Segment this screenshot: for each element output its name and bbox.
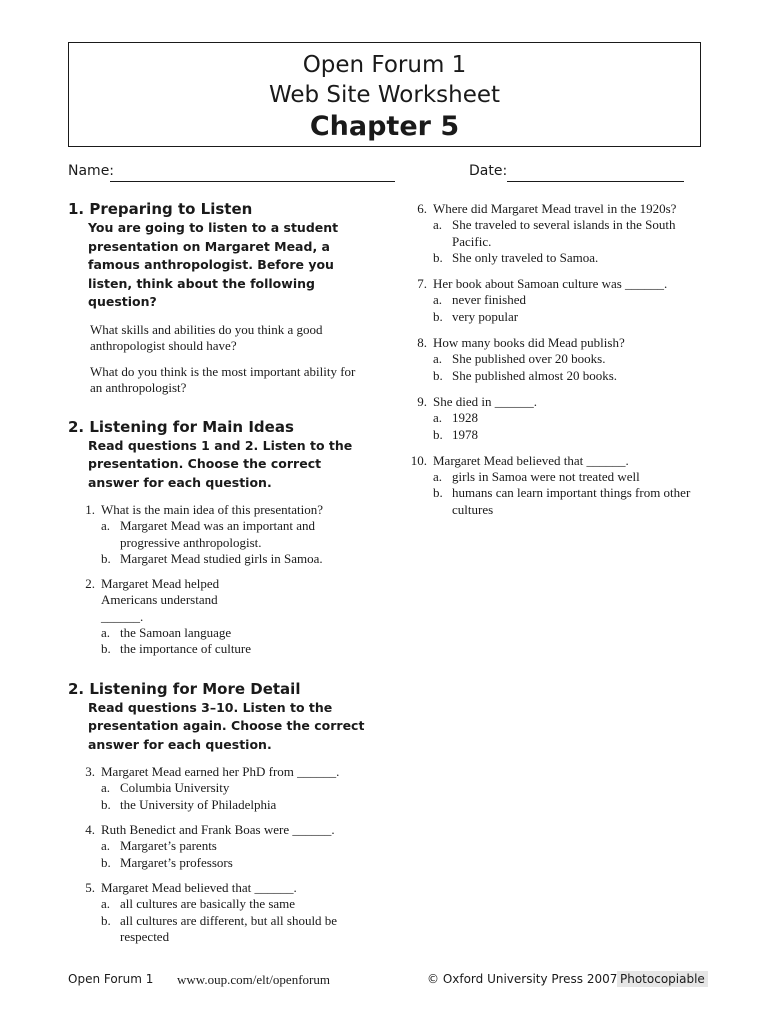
option-text: She only traveled to Samoa. xyxy=(452,249,599,265)
option-letter: a. xyxy=(433,469,443,485)
section-more-detail xyxy=(68,679,368,945)
question-stem: Her book about Samoan culture was ______. xyxy=(433,276,668,292)
option-text: She traveled to several islands in the South Pacific. xyxy=(452,217,676,249)
option-letter: b. xyxy=(101,550,111,566)
footer-book-title: Open Forum 1 xyxy=(68,972,154,986)
option-text: the University of Philadelphia xyxy=(120,796,277,812)
option-text: all cultures are different, but all should be respected xyxy=(120,912,338,944)
date-field-line[interactable] xyxy=(507,181,684,182)
option-letter: b. xyxy=(101,854,111,870)
question-number: 9. xyxy=(417,393,427,409)
option-letter: a. xyxy=(101,838,111,854)
answer-option[interactable] xyxy=(433,427,700,443)
answer-option[interactable] xyxy=(101,780,368,796)
option-text: Columbia University xyxy=(120,780,230,796)
answer-option[interactable] xyxy=(101,625,368,641)
question-number: 6. xyxy=(417,201,427,216)
question-item xyxy=(400,453,700,518)
answer-option[interactable] xyxy=(101,838,368,854)
option-text: all cultures are basically the same xyxy=(120,896,296,912)
question-item xyxy=(400,201,700,266)
option-text: 1928 xyxy=(452,410,478,426)
answer-option[interactable] xyxy=(101,551,368,567)
section-heading: 2. Listening for Main Ideas xyxy=(68,417,294,436)
option-text: the importance of culture xyxy=(120,641,252,657)
answer-option[interactable] xyxy=(433,250,700,266)
section-preparing xyxy=(68,199,368,396)
option-letter: b. xyxy=(101,912,111,928)
left-column xyxy=(68,199,368,945)
name-field-line[interactable] xyxy=(110,181,395,182)
option-letter: b. xyxy=(433,367,443,383)
footer-copyright: © Oxford University Press 2007 xyxy=(427,972,618,986)
question-item xyxy=(68,576,368,657)
question-number: 2. xyxy=(85,576,95,592)
answer-option[interactable] xyxy=(101,896,368,912)
option-text: Margaret’s parents xyxy=(120,838,217,854)
option-letter: a. xyxy=(433,217,443,233)
question-item xyxy=(68,502,368,567)
section-instruction: You are going to listen to a student presentation on Margaret Mead, a famous anthropologist. Before you listen, think about the following question? xyxy=(88,220,339,309)
photocopiable-badge: Photocopiable xyxy=(617,971,708,987)
option-letter: a. xyxy=(101,896,111,912)
question-number: 3. xyxy=(85,764,95,780)
option-letter: b. xyxy=(433,485,443,501)
name-date-row xyxy=(68,163,688,183)
option-text: Margaret Mead studied girls in Samoa. xyxy=(120,550,323,566)
section-instruction: Read questions 1 and 2. Listen to the presentation. Choose the correct answer for each question. xyxy=(88,437,353,490)
question-number: 5. xyxy=(85,879,95,895)
discussion-prompt: What skills and abilities do you think a good anthropologist should have? xyxy=(90,321,323,353)
question-item xyxy=(400,335,700,384)
answer-option[interactable] xyxy=(433,351,700,367)
option-letter: a. xyxy=(433,292,443,308)
question-stem: Margaret Mead believed that ______. xyxy=(433,452,629,468)
option-letter: b. xyxy=(101,796,111,812)
option-letter: a. xyxy=(101,625,111,641)
option-letter: b. xyxy=(433,426,443,442)
section-heading: 2. Listening for More Detail xyxy=(68,679,301,698)
worksheet-title: Web Site Worksheet xyxy=(268,82,501,108)
option-text: She published almost 20 books. xyxy=(452,367,618,383)
option-letter: a. xyxy=(101,780,111,796)
answer-option[interactable] xyxy=(433,469,700,485)
answer-option[interactable] xyxy=(433,410,700,426)
question-stem: Margaret Mead helped Americans understand ______. xyxy=(101,576,220,624)
option-text: Margaret Mead was an important and progressive anthropologist. xyxy=(120,518,316,550)
right-column xyxy=(400,201,700,518)
answer-option[interactable] xyxy=(433,485,692,518)
section-main-ideas xyxy=(68,417,368,658)
option-letter: a. xyxy=(433,351,443,367)
question-stem: What is the main idea of this presentation? xyxy=(101,502,324,517)
question-item xyxy=(400,394,700,443)
option-text: 1978 xyxy=(452,426,478,442)
name-label: Name: xyxy=(68,163,115,179)
page-footer xyxy=(0,972,768,990)
option-text: never finished xyxy=(452,292,527,308)
option-text: the Samoan language xyxy=(120,625,232,641)
option-letter: b. xyxy=(433,249,443,265)
answer-option[interactable] xyxy=(101,797,368,813)
question-stem: Margaret Mead earned her PhD from ______. xyxy=(101,764,340,780)
question-stem: Ruth Benedict and Frank Boas were ______. xyxy=(101,822,335,838)
question-number: 10. xyxy=(410,452,427,468)
question-number: 8. xyxy=(417,335,427,351)
question-stem: Where did Margaret Mead travel in the 1920s? xyxy=(433,201,677,216)
answer-option[interactable] xyxy=(101,641,368,657)
answer-option[interactable] xyxy=(101,518,368,551)
book-title: Open Forum 1 xyxy=(302,52,467,78)
title-box xyxy=(68,42,701,147)
question-number: 1. xyxy=(85,502,95,517)
answer-option[interactable] xyxy=(433,217,702,250)
option-text: humans can learn important things from other cultures xyxy=(452,485,691,517)
option-letter: b. xyxy=(433,308,443,324)
question-stem: How many books did Mead publish? xyxy=(433,335,625,351)
option-text: She published over 20 books. xyxy=(452,351,606,367)
option-text: very popular xyxy=(452,308,519,324)
footer-url: www.oup.com/elt/openforum xyxy=(177,972,330,987)
chapter-title: Chapter 5 xyxy=(309,111,460,142)
question-number: 4. xyxy=(85,822,95,838)
answer-option[interactable] xyxy=(433,309,700,325)
option-letter: a. xyxy=(433,410,443,426)
section-instruction: Read questions 3–10. Listen to the presentation again. Choose the correct answer for each question. xyxy=(88,699,365,752)
section-heading: 1. Preparing to Listen xyxy=(68,200,253,218)
answer-option[interactable] xyxy=(433,292,700,308)
answer-option[interactable] xyxy=(101,855,368,871)
option-letter: a. xyxy=(101,518,111,534)
answer-option[interactable] xyxy=(433,368,700,384)
answer-option[interactable] xyxy=(101,913,360,946)
discussion-prompt: What do you think is the most important ability for an anthropologist? xyxy=(90,363,356,395)
question-item xyxy=(68,764,368,813)
question-stem: She died in ______. xyxy=(433,393,537,409)
question-item xyxy=(68,822,368,871)
option-letter: b. xyxy=(101,641,111,657)
question-stem: Margaret Mead believed that ______. xyxy=(101,879,297,895)
option-text: girls in Samoa were not treated well xyxy=(452,469,640,485)
question-number: 7. xyxy=(417,276,427,292)
date-label: Date: xyxy=(469,163,508,179)
question-item xyxy=(400,276,700,325)
question-item xyxy=(68,880,368,945)
option-text: Margaret’s professors xyxy=(120,854,233,870)
